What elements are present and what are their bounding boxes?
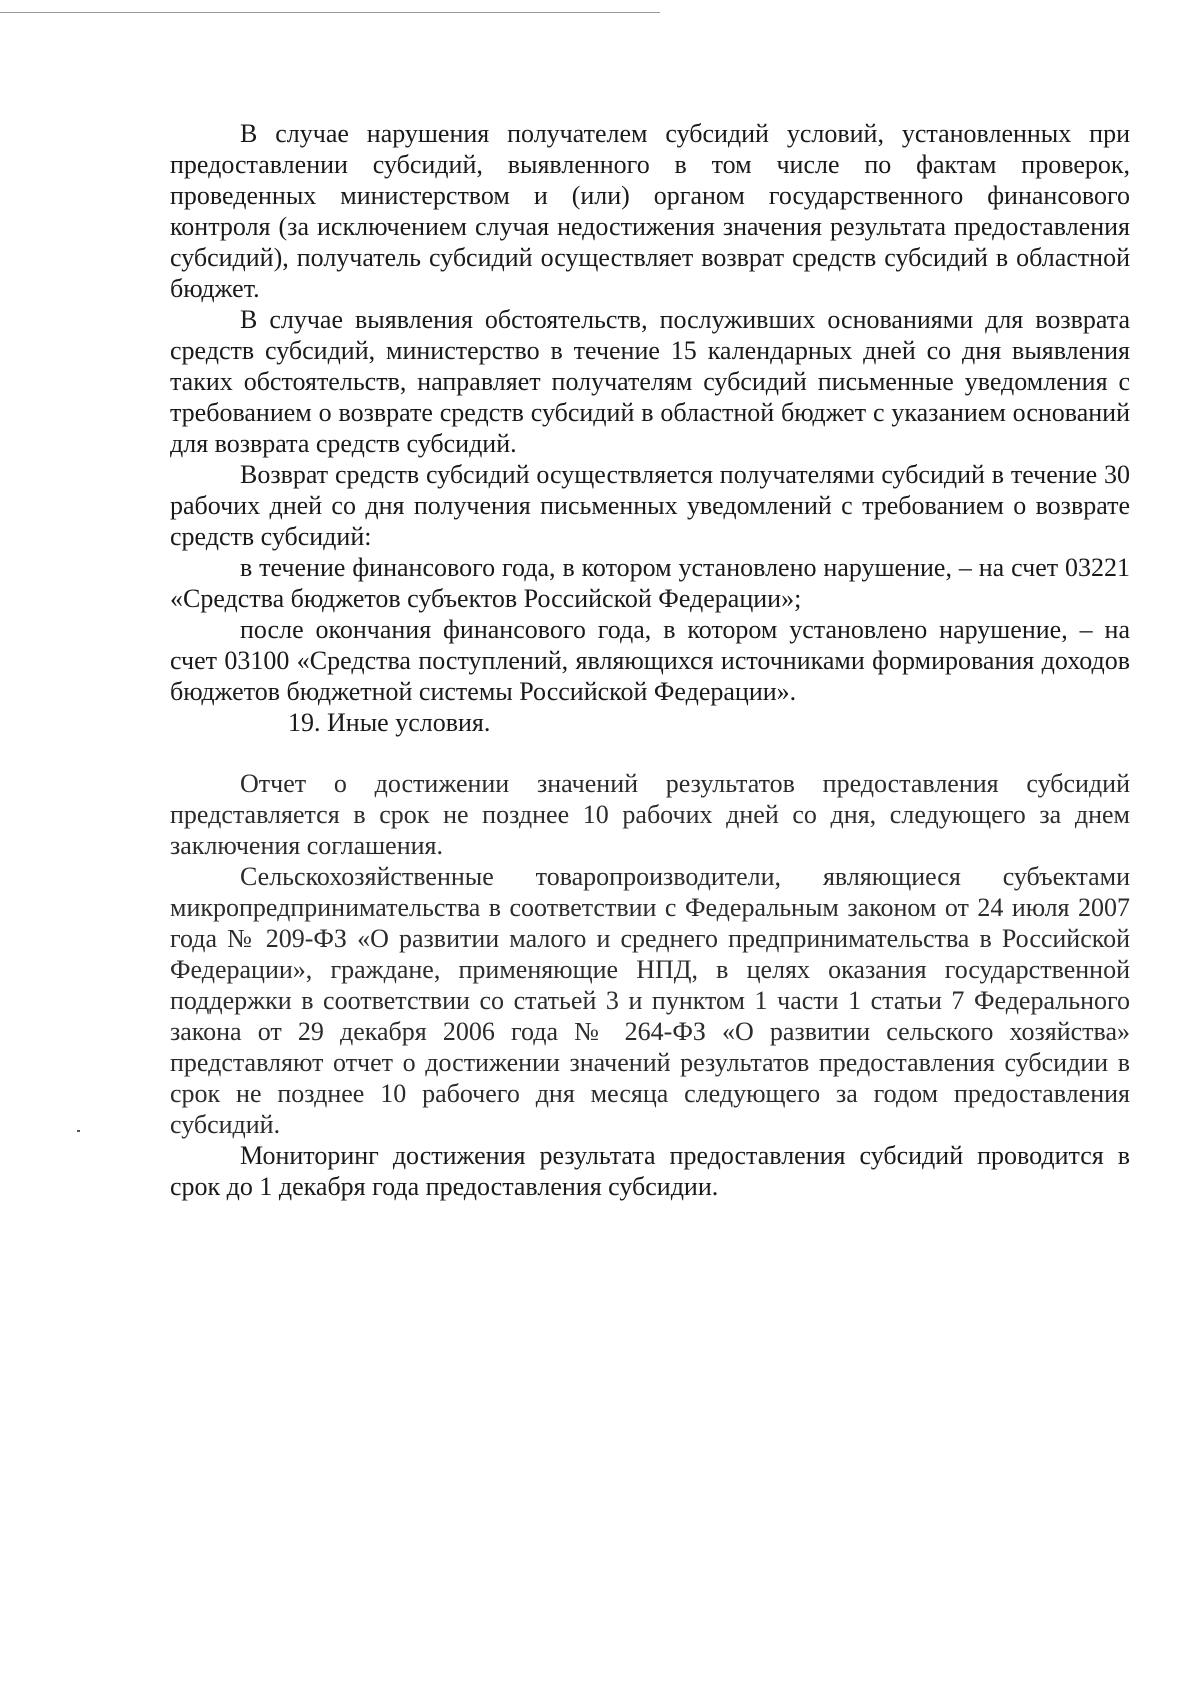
paragraph-agricultural-producers: Сельскохозяйственные товаропроизводители, являющиеся субъектами микропредпринимательства в соответствии с Федеральным законом от 24 июля 2007 года № 209-ФЗ «О развитии малого и среднего предпринимательства в Российской Федерации», граждане, применяющие НПД, в целях оказания государственной поддержки в соответствии со статьей 3 и пунктом 1 части 1 статьи 7 Федерального закона от 29 декабря 2006 года № 264-ФЗ «О развитии сельского хозяйства» представляют отчет о достижении значений результатов предоставления субсидии в срок не позднее 10 рабочего дня месяца следующего за годом предоставления субсидий. [170, 862, 1130, 1139]
paragraph-monitoring: Мониторинг достижения результата предоставления субсидий проводится в срок до 1 декабря года предоставления субсидии. [170, 1141, 1130, 1201]
paragraph-violation-return: В случае нарушения получателем субсидий условий, установленных при предоставлении субсидий, выявленного в том числе по фактам проверок, проведенных министерством и (или) органом государственного финансового контроля (за исключением случая недостижения значения результата предоставления субсидий), получатель субсидий осуществляет возврат средств субсидий в областной бюджет. [170, 119, 1130, 303]
paragraph-after-year-account: после окончания финансового года, в котором установлено нарушение, – на счет 03100 «Средства поступлений, являющихся источниками формирования доходов бюджетов бюджетной системы Российской Федерации». [170, 615, 1130, 706]
document-body [170, 118, 1130, 1202]
section-heading-other-conditions: 19. Иные условия. [288, 708, 491, 737]
paragraph-notification: В случае выявления обстоятельств, послуживших основаниями для возврата средств субсидий, министерство в течение 15 календарных дней со дня выявления таких обстоятельств, направляет получателям субсидий письменные уведомления с требованием о возврате средств субсидий в областной бюджет с указанием оснований для возврата средств субсидий. [170, 305, 1130, 458]
paragraph-report-deadline: Отчет о достижении значений результатов предоставления субсидий представляется в срок не позднее 10 рабочих дней со дня, следующего за днем заключения соглашения. [170, 769, 1130, 860]
scan-speck [77, 1130, 80, 1132]
paragraph-return-period: Возврат средств субсидий осуществляется получателями субсидий в течение 30 рабочих дней со дня получения письменных уведомлений с требованием о возврате средств субсидий: [170, 460, 1130, 551]
scan-edge-line [0, 12, 660, 13]
paragraph-current-year-account: в течение финансового года, в котором установлено нарушение, – на счет 03221 «Средства бюджетов субъектов Российской Федерации»; [170, 553, 1130, 613]
